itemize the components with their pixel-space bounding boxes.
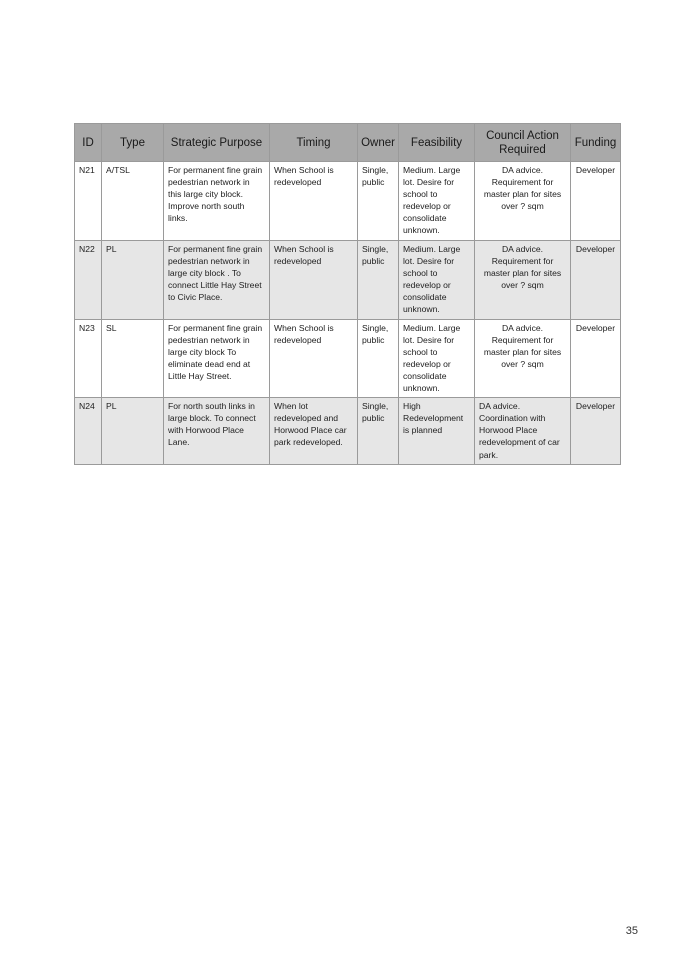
cell-timing: When lot redeveloped and Horwood Place car park redeveloped. (270, 398, 358, 464)
cell-feasibility: Medium. Large lot. Desire for school to redevelop or consolidate unknown. (399, 241, 475, 320)
cell-owner: Single, public (358, 398, 399, 464)
cell-purpose: For north south links in large block. To connect with Horwood Place Lane. (164, 398, 270, 464)
cell-type: PL (102, 241, 164, 320)
cell-id: N24 (75, 398, 102, 464)
cell-council-action: DA advice. Coordination with Horwood Place redevelopment of car park. (475, 398, 571, 464)
header-council-action: Council Action Required (475, 124, 571, 162)
cell-purpose: For permanent fine grain pedestrian network in this large city block. Improve north south links. (164, 162, 270, 241)
header-owner: Owner (358, 124, 399, 162)
cell-funding: Developer (571, 241, 621, 320)
cell-funding: Developer (571, 398, 621, 464)
cell-owner: Single, public (358, 319, 399, 398)
cell-council-action: DA advice. Requirement for master plan for sites over ? sqm (475, 319, 571, 398)
cell-feasibility: Medium. Large lot. Desire for school to redevelop or consolidate unknown. (399, 162, 475, 241)
cell-feasibility: High Redevelopment is planned (399, 398, 475, 464)
table-header-row (75, 124, 621, 162)
cell-funding: Developer (571, 319, 621, 398)
table-row (75, 398, 621, 464)
cell-purpose: For permanent fine grain pedestrian network in large city block To eliminate dead end at Little Hay Street. (164, 319, 270, 398)
cell-owner: Single, public (358, 162, 399, 241)
cell-purpose: For permanent fine grain pedestrian network in large city block . To connect Little Hay Street to Civic Place. (164, 241, 270, 320)
header-feasibility: Feasibility (399, 124, 475, 162)
cell-type: A/TSL (102, 162, 164, 241)
cell-timing: When School is redeveloped (270, 241, 358, 320)
cell-timing: When School is redeveloped (270, 162, 358, 241)
cell-id: N23 (75, 319, 102, 398)
table-row (75, 319, 621, 398)
cell-council-action: DA advice. Requirement for master plan for sites over ? sqm (475, 241, 571, 320)
table-row (75, 241, 621, 320)
cell-id: N21 (75, 162, 102, 241)
cell-type: PL (102, 398, 164, 464)
cell-funding: Developer (571, 162, 621, 241)
feasibility-table (74, 123, 621, 465)
cell-owner: Single, public (358, 241, 399, 320)
table-row (75, 162, 621, 241)
cell-id: N22 (75, 241, 102, 320)
page-number: 35 (625, 925, 638, 937)
header-strategic-purpose: Strategic Purpose (164, 124, 270, 162)
header-timing: Timing (270, 124, 358, 162)
header-id: ID (75, 124, 102, 162)
cell-type: SL (102, 319, 164, 398)
cell-timing: When School is redeveloped (270, 319, 358, 398)
cell-council-action: DA advice. Requirement for master plan for sites over ? sqm (475, 162, 571, 241)
header-type: Type (102, 124, 164, 162)
header-funding: Funding (571, 124, 621, 162)
cell-feasibility: Medium. Large lot. Desire for school to redevelop or consolidate unknown. (399, 319, 475, 398)
